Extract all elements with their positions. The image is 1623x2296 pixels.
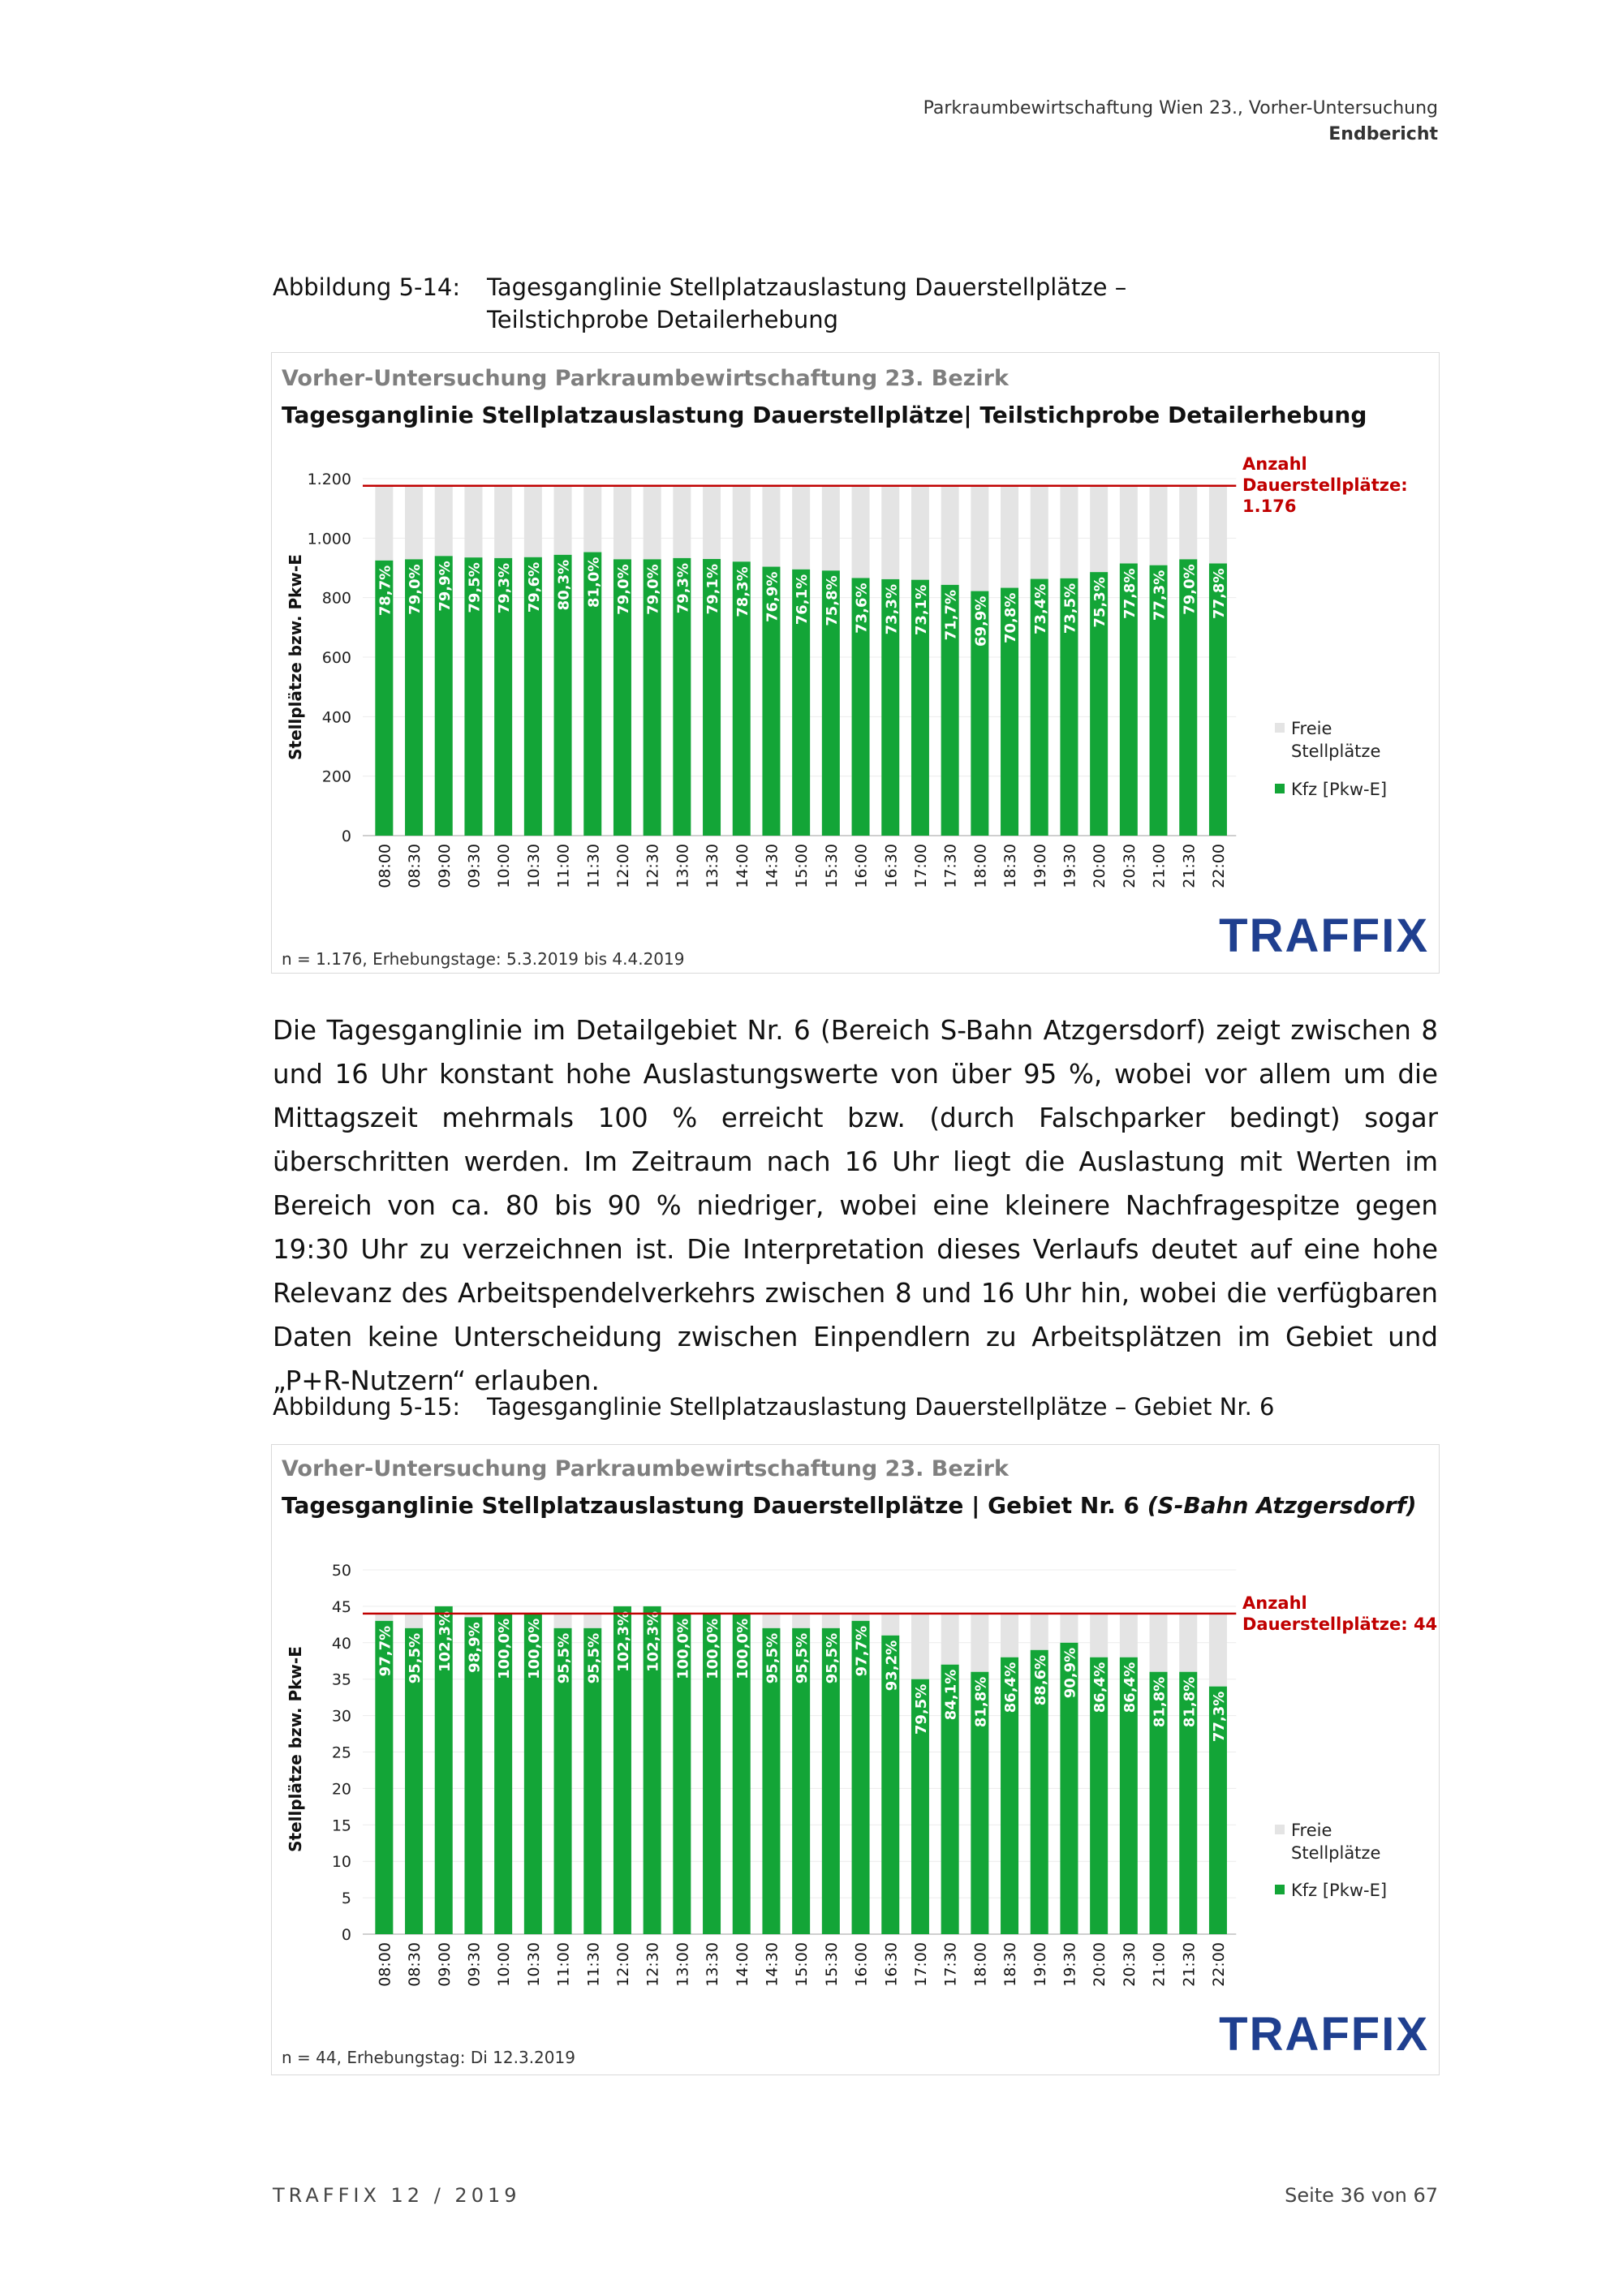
x-tick-label: 21:00 bbox=[1150, 1942, 1169, 1987]
x-tick-label: 18:30 bbox=[1001, 1942, 1020, 1987]
figure-caption-text: Tagesganglinie Stellplatzauslastung Dauerstellplätze – bbox=[487, 273, 1127, 301]
footer-page-number: Seite 36 von 67 bbox=[1285, 2184, 1438, 2207]
bar-data-label: 102,3% bbox=[436, 1610, 454, 1672]
x-tick-label: 16:00 bbox=[852, 844, 871, 888]
free-spaces-bar bbox=[464, 486, 482, 557]
bar-data-label: 81,8% bbox=[1181, 1676, 1199, 1728]
x-tick-label: 09:00 bbox=[435, 1942, 454, 1987]
x-tick-label: 12:00 bbox=[613, 1942, 632, 1987]
bar-data-label: 100,0% bbox=[674, 1618, 692, 1679]
bar-data-label: 97,7% bbox=[853, 1625, 871, 1677]
free-spaces-bar bbox=[852, 486, 870, 578]
x-tick-label: 15:30 bbox=[822, 844, 841, 888]
x-tick-label: 15:00 bbox=[793, 844, 812, 888]
bar-data-label: 79,5% bbox=[466, 562, 484, 613]
bar-data-label: 73,4% bbox=[1031, 583, 1049, 635]
y-tick-label: 800 bbox=[321, 589, 351, 608]
bar-data-label: 95,5% bbox=[823, 1632, 841, 1684]
x-tick-label: 21:30 bbox=[1180, 844, 1199, 888]
bar-data-label: 79,0% bbox=[644, 564, 662, 615]
x-tick-label: 14:30 bbox=[763, 844, 781, 888]
free-spaces-bar bbox=[1090, 1614, 1108, 1658]
y-tick-label: 40 bbox=[331, 1634, 351, 1653]
free-spaces-bar bbox=[583, 1614, 601, 1628]
y-tick-label: 0 bbox=[341, 1926, 351, 1944]
x-tick-label: 14:30 bbox=[763, 1942, 781, 1987]
y-tick-label: 200 bbox=[321, 767, 351, 786]
traffix-logo: TRAFFIX bbox=[1219, 909, 1429, 962]
bar-data-label: 76,1% bbox=[794, 574, 812, 626]
bar-data-label: 76,9% bbox=[764, 571, 781, 622]
x-tick-label: 08:00 bbox=[376, 1942, 394, 1987]
legend-free-label: Stellplätze bbox=[1291, 1843, 1381, 1863]
y-axis-label: Stellplätze bzw. Pkw-E bbox=[286, 1646, 305, 1852]
bar-data-label: 100,0% bbox=[704, 1618, 722, 1679]
x-tick-label: 13:00 bbox=[674, 1942, 692, 1987]
x-tick-label: 21:00 bbox=[1150, 844, 1169, 888]
free-spaces-bar bbox=[1120, 486, 1138, 564]
free-spaces-bar bbox=[583, 486, 601, 553]
bar-data-label: 73,1% bbox=[912, 584, 930, 636]
bar-data-label: 100,0% bbox=[734, 1618, 751, 1679]
free-spaces-bar bbox=[1060, 1614, 1078, 1643]
capacity-label: Anzahl bbox=[1242, 1593, 1307, 1613]
x-tick-label: 11:00 bbox=[554, 1942, 573, 1987]
free-spaces-bar bbox=[703, 486, 721, 559]
header-subtitle: Endbericht bbox=[1328, 124, 1438, 144]
x-tick-label: 15:00 bbox=[793, 1942, 812, 1987]
x-tick-label: 09:30 bbox=[465, 1942, 484, 1987]
bar-data-label: 75,3% bbox=[1091, 577, 1109, 628]
bar-data-label: 77,3% bbox=[1210, 1691, 1228, 1743]
bar-data-label: 88,6% bbox=[1031, 1654, 1049, 1706]
y-tick-label: 10 bbox=[331, 1853, 351, 1872]
x-tick-label: 13:00 bbox=[674, 844, 692, 888]
legend-free-swatch bbox=[1275, 1825, 1285, 1834]
bar-data-label: 86,4% bbox=[1091, 1662, 1109, 1713]
free-spaces-bar bbox=[852, 1614, 870, 1621]
y-tick-label: 0 bbox=[341, 828, 351, 845]
chart-title: Vorher-Untersuchung Parkraumbewirtschaftung 23. Bezirk bbox=[282, 1456, 1009, 1481]
legend-occupied-label: Kfz [Pkw-E] bbox=[1291, 1881, 1388, 1900]
x-tick-label: 11:00 bbox=[554, 844, 573, 888]
x-tick-label: 18:30 bbox=[1001, 844, 1020, 888]
free-spaces-bar bbox=[1060, 486, 1078, 578]
y-tick-label: 1.200 bbox=[307, 471, 351, 488]
bar-data-label: 69,9% bbox=[972, 595, 990, 647]
free-spaces-bar bbox=[405, 486, 423, 560]
x-tick-label: 20:30 bbox=[1120, 844, 1139, 888]
bar-data-label: 86,4% bbox=[1002, 1662, 1020, 1713]
free-spaces-bar bbox=[673, 486, 691, 558]
free-spaces-bar bbox=[941, 486, 959, 585]
capacity-label: Dauerstellplätze: 44 bbox=[1242, 1615, 1438, 1634]
chart-note: n = 1.176, Erhebungstage: 5.3.2019 bis 4.4.2019 bbox=[282, 949, 685, 969]
bar-data-label: 93,2% bbox=[883, 1640, 901, 1692]
x-tick-label: 20:00 bbox=[1091, 1942, 1109, 1987]
x-tick-label: 20:00 bbox=[1091, 844, 1109, 888]
x-tick-label: 12:30 bbox=[644, 1942, 662, 1987]
x-tick-label: 12:00 bbox=[613, 844, 632, 888]
x-tick-label: 12:30 bbox=[644, 844, 662, 888]
legend-occupied-swatch bbox=[1275, 784, 1285, 793]
x-tick-label: 19:00 bbox=[1031, 1942, 1049, 1987]
free-spaces-bar bbox=[1031, 1614, 1048, 1650]
bar-data-label: 70,8% bbox=[1002, 592, 1020, 644]
free-spaces-bar bbox=[1120, 1614, 1138, 1658]
bar-data-label: 98,9% bbox=[466, 1622, 484, 1673]
figure-caption-number: Abbildung 5-14: bbox=[273, 273, 461, 301]
y-tick-label: 15 bbox=[331, 1817, 351, 1835]
free-spaces-bar bbox=[792, 1614, 810, 1628]
figure-caption-2 bbox=[273, 1391, 1380, 1423]
bar-data-label: 95,5% bbox=[407, 1632, 424, 1684]
bar-data-label: 100,0% bbox=[496, 1618, 514, 1679]
free-spaces-bar bbox=[375, 1614, 393, 1621]
bar-data-label: 79,3% bbox=[674, 562, 692, 614]
x-tick-label: 19:30 bbox=[1061, 844, 1079, 888]
x-tick-label: 10:00 bbox=[495, 1942, 514, 1987]
x-tick-label: 16:30 bbox=[882, 844, 901, 888]
x-tick-label: 18:00 bbox=[971, 1942, 990, 1987]
x-tick-label: 17:00 bbox=[911, 1942, 930, 1987]
y-tick-label: 35 bbox=[331, 1670, 351, 1689]
free-spaces-bar bbox=[613, 486, 631, 560]
x-tick-label: 18:00 bbox=[971, 844, 990, 888]
figure-caption-number: Abbildung 5-15: bbox=[273, 1393, 461, 1421]
free-spaces-bar bbox=[762, 1614, 780, 1628]
x-tick-label: 09:00 bbox=[435, 844, 454, 888]
free-spaces-bar bbox=[554, 486, 572, 555]
footer-left: TRAFFIX 12 / 2019 bbox=[273, 2184, 521, 2207]
free-spaces-bar bbox=[733, 486, 751, 562]
traffix-logo: TRAFFIX bbox=[1219, 2008, 1429, 2061]
bar-data-label: 81,8% bbox=[1151, 1676, 1169, 1728]
x-tick-label: 11:30 bbox=[584, 1942, 603, 1987]
chart-subtitle-italic: (S-Bahn Atzgersdorf) bbox=[1147, 1492, 1417, 1519]
x-tick-label: 08:30 bbox=[406, 1942, 424, 1987]
x-tick-label: 17:30 bbox=[941, 844, 960, 888]
chart-2 bbox=[272, 1445, 1439, 2075]
chart-subtitle-text: Tagesganglinie Stellplatzauslastung Dauerstellplätze | Gebiet Nr. 6 bbox=[282, 1492, 1147, 1519]
y-tick-label: 1.000 bbox=[307, 530, 351, 548]
bar-data-label: 79,9% bbox=[436, 561, 454, 612]
x-tick-label: 17:00 bbox=[911, 844, 930, 888]
legend-free-label: Stellplätze bbox=[1291, 742, 1381, 761]
bar-data-label: 95,5% bbox=[585, 1632, 603, 1684]
free-spaces-bar bbox=[822, 486, 840, 571]
y-tick-label: 20 bbox=[331, 1780, 351, 1799]
free-spaces-bar bbox=[792, 486, 810, 570]
free-spaces-bar bbox=[1001, 1614, 1018, 1658]
bar-data-label: 97,7% bbox=[377, 1625, 394, 1677]
x-tick-label: 10:30 bbox=[524, 844, 543, 888]
y-tick-label: 50 bbox=[331, 1562, 351, 1580]
bar-data-label: 79,0% bbox=[407, 564, 424, 615]
free-spaces-bar bbox=[881, 486, 899, 579]
x-tick-label: 13:30 bbox=[704, 844, 722, 888]
free-spaces-bar bbox=[1179, 486, 1197, 560]
bar-data-label: 81,0% bbox=[585, 557, 603, 608]
bar-data-label: 102,3% bbox=[614, 1610, 632, 1672]
bar-data-label: 75,8% bbox=[823, 575, 841, 626]
free-spaces-bar bbox=[375, 486, 393, 561]
y-tick-label: 45 bbox=[331, 1597, 351, 1616]
free-spaces-bar bbox=[1179, 1614, 1197, 1672]
free-spaces-bar bbox=[405, 1614, 423, 1628]
y-tick-label: 30 bbox=[331, 1707, 351, 1726]
y-tick-label: 25 bbox=[331, 1743, 351, 1762]
legend-occupied-swatch bbox=[1275, 1885, 1285, 1894]
capacity-label: Dauerstellplätze: bbox=[1242, 475, 1408, 495]
bar-data-label: 79,5% bbox=[912, 1683, 930, 1735]
x-tick-label: 14:00 bbox=[733, 1942, 751, 1987]
bar-data-label: 84,1% bbox=[942, 1669, 960, 1721]
free-spaces-bar bbox=[1150, 1614, 1168, 1672]
free-spaces-bar bbox=[762, 486, 780, 567]
bar-data-label: 90,9% bbox=[1061, 1647, 1079, 1699]
figure-caption-text: Tagesganglinie Stellplatzauslastung Dauerstellplätze – Gebiet Nr. 6 bbox=[487, 1393, 1275, 1421]
x-tick-label: 09:30 bbox=[465, 844, 484, 888]
bar-data-label: 73,5% bbox=[1061, 583, 1079, 634]
chart-subtitle bbox=[282, 402, 1367, 428]
bar-data-label: 100,0% bbox=[525, 1618, 543, 1679]
x-tick-label: 22:00 bbox=[1209, 1942, 1228, 1987]
y-axis-label: Stellplätze bzw. Pkw-E bbox=[286, 554, 305, 760]
legend-free-label: Freie bbox=[1291, 719, 1332, 738]
free-spaces-bar bbox=[941, 1614, 959, 1665]
bar-data-label: 79,0% bbox=[614, 564, 632, 615]
x-tick-label: 15:30 bbox=[822, 1942, 841, 1987]
bar-data-label: 79,3% bbox=[496, 562, 514, 614]
free-spaces-bar bbox=[1150, 486, 1168, 565]
free-spaces-bar bbox=[1001, 486, 1018, 588]
header-title: Parkraumbewirtschaftung Wien 23., Vorher-Untersuchung bbox=[923, 98, 1438, 118]
x-tick-label: 16:00 bbox=[852, 1942, 871, 1987]
bar-data-label: 81,8% bbox=[972, 1676, 990, 1728]
bar-data-label: 95,5% bbox=[794, 1632, 812, 1684]
bar-data-label: 71,7% bbox=[942, 589, 960, 641]
x-tick-label: 22:00 bbox=[1209, 844, 1228, 888]
x-tick-label: 10:00 bbox=[495, 844, 514, 888]
x-tick-label: 19:00 bbox=[1031, 844, 1049, 888]
bar-data-label: 78,3% bbox=[734, 566, 751, 617]
capacity-label: 1.176 bbox=[1242, 497, 1297, 516]
capacity-label: Anzahl bbox=[1242, 454, 1307, 474]
bar-data-label: 73,3% bbox=[883, 583, 901, 635]
x-tick-label: 08:00 bbox=[376, 844, 394, 888]
free-spaces-bar bbox=[1031, 486, 1048, 579]
x-tick-label: 14:00 bbox=[733, 844, 751, 888]
free-spaces-bar bbox=[881, 1614, 899, 1636]
free-spaces-bar bbox=[1090, 486, 1108, 572]
x-tick-label: 11:30 bbox=[584, 844, 603, 888]
bar-data-label: 95,5% bbox=[764, 1632, 781, 1684]
figure-caption-1 bbox=[273, 271, 1380, 336]
chart-subtitle-text: Tagesganglinie Stellplatzauslastung Dauerstellplätze| Teilstichprobe Detailerhebung bbox=[282, 402, 1367, 428]
free-spaces-bar bbox=[911, 1614, 929, 1679]
bar-data-label: 77,8% bbox=[1210, 568, 1228, 619]
free-spaces-bar bbox=[554, 1614, 572, 1628]
bar-data-label: 73,6% bbox=[853, 583, 871, 634]
legend-free-label: Freie bbox=[1291, 1821, 1332, 1840]
free-spaces-bar bbox=[1209, 486, 1227, 564]
chart-1 bbox=[272, 353, 1439, 973]
legend-occupied-label: Kfz [Pkw-E] bbox=[1291, 780, 1388, 799]
chart-title: Vorher-Untersuchung Parkraumbewirtschaftung 23. Bezirk bbox=[282, 366, 1009, 391]
figure-caption-text-continued: Teilstichprobe Detailerhebung bbox=[487, 306, 838, 333]
chart-box-1 bbox=[271, 352, 1440, 974]
y-tick-label: 600 bbox=[321, 649, 351, 667]
x-tick-label: 19:30 bbox=[1061, 1942, 1079, 1987]
free-spaces-bar bbox=[971, 1614, 988, 1672]
chart-box-2 bbox=[271, 1444, 1440, 2075]
chart-note: n = 44, Erhebungstag: Di 12.3.2019 bbox=[282, 2048, 575, 2067]
bar-data-label: 95,5% bbox=[555, 1632, 573, 1684]
free-spaces-bar bbox=[971, 486, 988, 591]
bar-data-label: 77,3% bbox=[1151, 570, 1169, 621]
free-spaces-bar bbox=[644, 486, 661, 560]
running-header bbox=[923, 96, 1438, 148]
y-tick-label: 400 bbox=[321, 708, 351, 727]
bar-data-label: 80,3% bbox=[555, 559, 573, 611]
x-tick-label: 10:30 bbox=[524, 1942, 543, 1987]
chart-subtitle bbox=[282, 1492, 1417, 1519]
y-tick-label: 5 bbox=[341, 1890, 351, 1908]
bar-data-label: 79,6% bbox=[525, 561, 543, 613]
x-tick-label: 21:30 bbox=[1180, 1942, 1199, 1987]
body-paragraph: Die Tagesganglinie im Detailgebiet Nr. 6 (Bereich S-Bahn Atzgersdorf) zeigt zwischen 8 und 16 Uhr konstant hohe Auslastungswerte von über 95 %, wobei vor allem um die Mittagszeit mehrmals 100 % erreicht bzw. (durch Falschparker bedingt) sogar überschritten werden. Im Zeitraum nach 16 Uhr liegt die Auslastung mit Werten im Bereich von ca. 80 bis 90 % niedriger, wobei eine kleinere Nachfragespitze gegen 19:30 Uhr zu verzeichnen ist. Die Interpretation dieses Verlaufs deutet auf eine hohe Relevanz des Arbeitspendelverkehrs zwischen 8 und 16 Uhr hin, wobei die verfügbaren Daten keine Unterscheidung zwischen Einpendlern zu Arbeitsplätzen im Gebiet und „P+R-Nutzern“ erlauben. bbox=[273, 1015, 1438, 1396]
x-tick-label: 16:30 bbox=[882, 1942, 901, 1987]
x-tick-label: 08:30 bbox=[406, 844, 424, 888]
free-spaces-bar bbox=[822, 1614, 840, 1628]
x-tick-label: 17:30 bbox=[941, 1942, 960, 1987]
x-tick-label: 13:30 bbox=[704, 1942, 722, 1987]
bar-data-label: 78,7% bbox=[377, 565, 394, 617]
free-spaces-bar bbox=[911, 486, 929, 580]
free-spaces-bar bbox=[435, 486, 453, 557]
bar-data-label: 79,0% bbox=[1181, 564, 1199, 615]
bar-data-label: 77,8% bbox=[1121, 568, 1139, 619]
legend-free-swatch bbox=[1275, 723, 1285, 733]
x-tick-label: 20:30 bbox=[1120, 1942, 1139, 1987]
free-spaces-bar bbox=[494, 486, 512, 558]
free-spaces-bar bbox=[524, 486, 542, 557]
bar-data-label: 86,4% bbox=[1121, 1662, 1139, 1713]
free-spaces-bar bbox=[1209, 1614, 1227, 1687]
bar-data-label: 79,1% bbox=[704, 564, 722, 615]
bar-data-label: 102,3% bbox=[644, 1610, 662, 1672]
